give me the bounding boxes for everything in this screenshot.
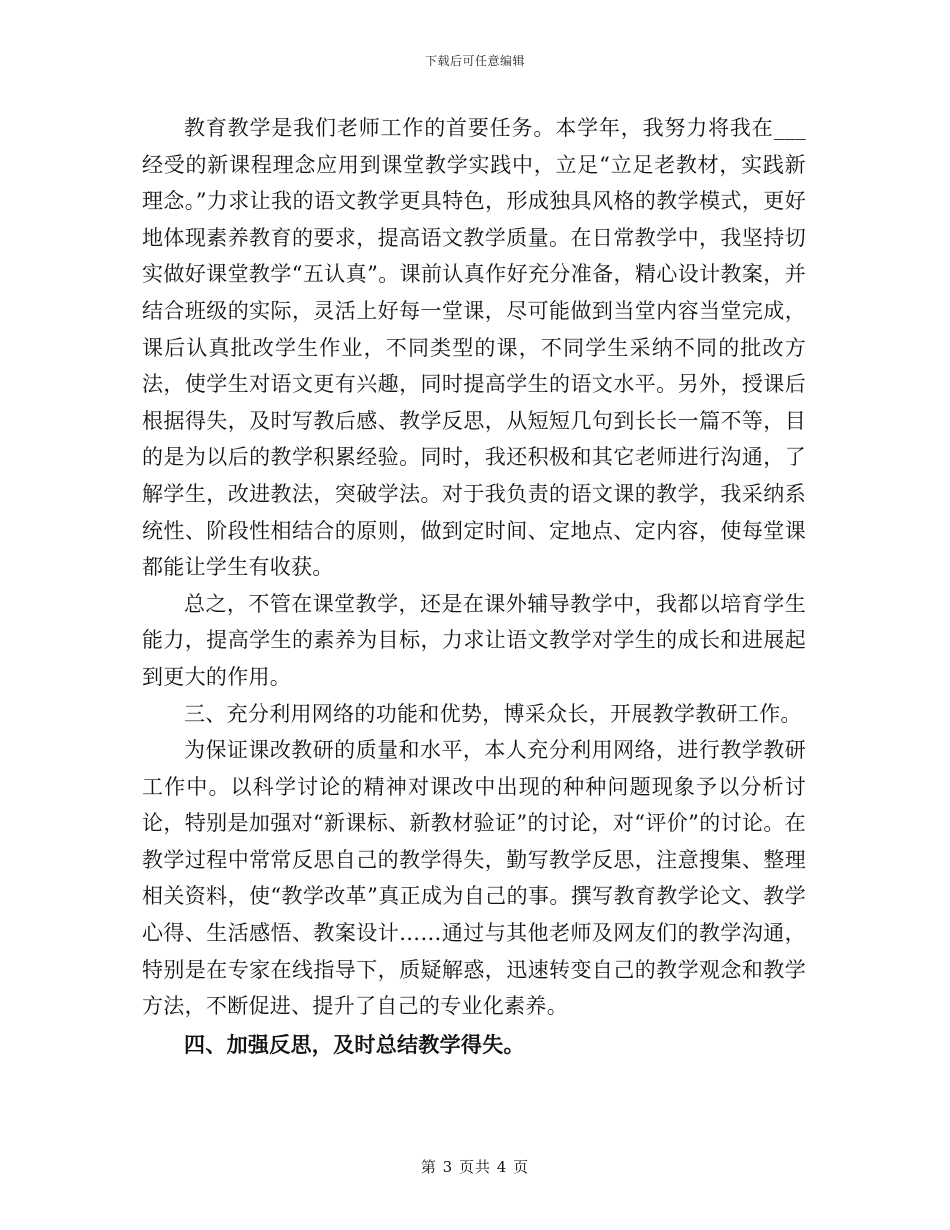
section-heading-three: 三、充分利用网络的功能和优势，博采众长，开展教学教研工作。 — [184, 701, 802, 726]
document-body — [142, 110, 806, 1063]
paragraph-summary: 总之，不管在课堂教学，还是在课外辅导教学中，我都以培育学生能力，提高学生的素养为目标，力求让语文教学对学生的成长和进展起到更大的作用。 — [142, 591, 806, 689]
section-heading-four: 四、加强反思，及时总结教学得失。 — [184, 1031, 525, 1057]
page-header: 下载后可任意编辑 — [424, 54, 525, 68]
paragraph-research: 为保证课改教研的质量和水平，本人充分利用网络，进行教学教研工作中。以科学讨论的精神对课改中出现的种种问题现象予以分析讨论，特别是加强对“新课标、新教材验证”的讨论，对“评价”的讨论。在教学过程中常常反思自己的教学得失，勤写教学反思，注意搜集、整理相关资料，使“教学改革”真正成为自己的事。撰写教育教学论文、教学心得、生活感悟、教案设计……通过与其他老师及网友们的教学沟通，特别是在专家在线指导下，质疑解惑，迅速转变自己的教学观念和教学方法，不断促进、提升了自己的专业化素养。 — [142, 738, 806, 1019]
paragraph-teaching: 教育教学是我们老师工作的首要任务。本学年，我努力将我在___经受的新课程理念应用到课堂教学实践中，立足“立足老教材，实践新理念。”力求让我的语文教学更具特色，形成独具风格的教学模式，更好地体现素养教育的要求，提高语文教学质量。在日常教学中，我坚持切实做好课堂教学“五认真”。课前认真作好充分准备，精心设计教案，并结合班级的实际，灵活上好每一堂课，尽可能做到当堂内容当堂完成，课后认真批改学生作业，不同类型的课，不同学生采纳不同的批改方法，使学生对语文更有兴趣，同时提高学生的语文水平。另外，授课后根据得失，及时写教后感、教学反思，从短短几句到长长一篇不等，目的是为以后的教学积累经验。同时，我还积极和其它老师进行沟通，了解学生，改进教法，突破学法。对于我负责的语文课的教学，我采纳系统性、阶段性相结合的原则，做到定时间、定地点、定内容，使每堂课都能让学生有收获。 — [142, 116, 806, 580]
page-footer: 第 3 页共 4 页 — [420, 1158, 530, 1176]
